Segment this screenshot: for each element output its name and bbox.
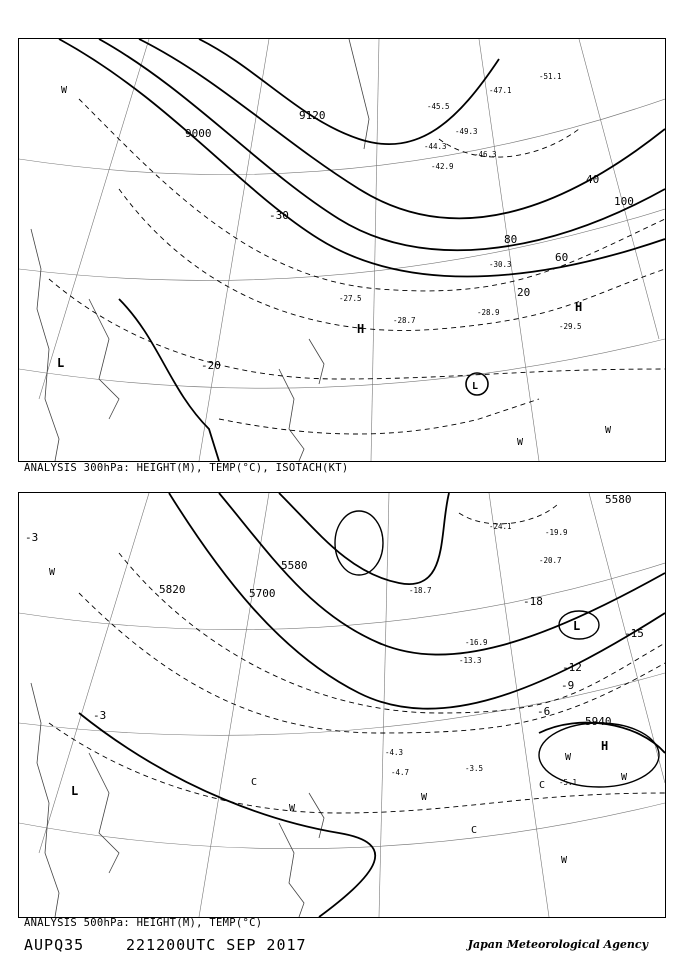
upper-isotach-label: 80 (504, 233, 518, 246)
lower-high-center: H (601, 739, 609, 753)
lower-height-label: 5580 (605, 493, 632, 506)
lower-station-temp: -3.5 (465, 764, 484, 773)
upper-height-contours (59, 39, 665, 461)
lower-graticule (19, 493, 665, 917)
lower-isotherm-label: -15 (624, 627, 644, 640)
lower-isotherm-label: -12 (562, 661, 582, 674)
lower-warm-marker: W (49, 567, 56, 578)
upper-map-canvas (19, 39, 665, 461)
upper-chart-caption: ANALYSIS 300hPa: HEIGHT(M), TEMP(°C), ISOTACH(KT) (24, 462, 349, 474)
upper-wind-marker: W (517, 437, 524, 448)
upper-isotherm-label: -20 (201, 359, 221, 372)
lower-station-temp: -19.9 (545, 528, 568, 537)
upper-station-temp: -29.5 (559, 322, 582, 331)
lower-low-center: L (573, 619, 581, 633)
upper-station-temp: -27.5 (339, 294, 362, 303)
lower-chart-500hpa (18, 492, 666, 918)
upper-graticule (19, 39, 665, 461)
upper-station-temp: -42.9 (431, 162, 454, 171)
lower-map-canvas (19, 493, 665, 917)
upper-isotach-label: 100 (614, 195, 634, 208)
lower-station-temp: -18.7 (409, 586, 432, 595)
lower-height-label: 5700 (249, 587, 276, 600)
lower-isotherm-label: -9 (561, 679, 575, 692)
lower-station-temp: -16.9 (465, 638, 488, 647)
upper-wind-marker: W (61, 85, 68, 96)
lower-isotherm-lines (49, 503, 665, 813)
lower-warm-marker: W (565, 752, 572, 763)
lower-station-temp: -4.7 (391, 768, 410, 777)
upper-station-temp: -51.1 (539, 72, 562, 81)
lower-station-temp: -13.3 (459, 656, 482, 665)
upper-station-temp: -30.3 (489, 260, 512, 269)
upper-station-temp: -44.3 (424, 142, 447, 151)
lower-warm-marker: W (621, 772, 628, 783)
lower-station-temp: -20.7 (539, 556, 562, 565)
lower-warm-marker: W (561, 855, 568, 866)
lower-station-temp: -24.1 (489, 522, 512, 531)
upper-isotach-label: 60 (555, 251, 569, 264)
lower-high-loop (539, 723, 659, 787)
upper-isotach-label: 20 (517, 286, 531, 299)
upper-chart-300hpa (18, 38, 666, 462)
upper-station-temp: -47.1 (489, 86, 512, 95)
lower-cold-marker: C (539, 780, 546, 791)
upper-isotach-label: 40 (586, 173, 600, 186)
upper-high-center: H (357, 322, 365, 336)
upper-wind-marker: W (605, 425, 612, 436)
upper-isotherm-label: -30 (269, 209, 289, 222)
lower-height-label: 5580 (281, 559, 308, 572)
lower-height-label: 5820 (159, 583, 186, 596)
upper-low-center: L (57, 356, 65, 370)
lower-warm-marker: W (421, 792, 428, 803)
lower-height-contours (79, 493, 665, 917)
lower-isotherm-label: -18 (523, 595, 543, 608)
upper-station-temp: -49.3 (455, 127, 478, 136)
chart-code: AUPQ35 (24, 936, 85, 954)
lower-station-temp: -4.3 (385, 748, 404, 757)
lower-height-label: 5940 (585, 715, 612, 728)
lower-isotherm-label: -3 (93, 709, 107, 722)
lower-chart-caption: ANALYSIS 500hPa: HEIGHT(M), TEMP(°C) (24, 917, 263, 929)
upper-low-center: L (472, 381, 479, 392)
valid-time: 221200UTC SEP 2017 (126, 936, 307, 954)
upper-station-temp: -46.3 (474, 150, 497, 159)
lower-coastlines (31, 683, 324, 917)
upper-station-temp: -28.7 (393, 316, 416, 325)
upper-station-temp: -28.9 (477, 308, 500, 317)
lower-low-center: L (71, 784, 79, 798)
lower-isotherm-label: -3 (25, 531, 39, 544)
upper-isotach-lines (49, 99, 665, 434)
lower-cold-marker: C (471, 825, 478, 836)
upper-height-label: 9000 (185, 127, 212, 140)
lower-cut-off-low (335, 511, 383, 575)
upper-height-label: 9120 (299, 109, 326, 122)
agency-credit: Japan Meteorological Agency (467, 938, 648, 951)
upper-high-center: H (575, 300, 583, 314)
lower-isotherm-label: -6 (537, 705, 551, 718)
lower-warm-marker: W (289, 803, 296, 814)
lower-cold-marker: C (251, 777, 258, 788)
lower-station-temp: -5.1 (559, 778, 578, 787)
upper-station-temp: -45.5 (427, 102, 450, 111)
